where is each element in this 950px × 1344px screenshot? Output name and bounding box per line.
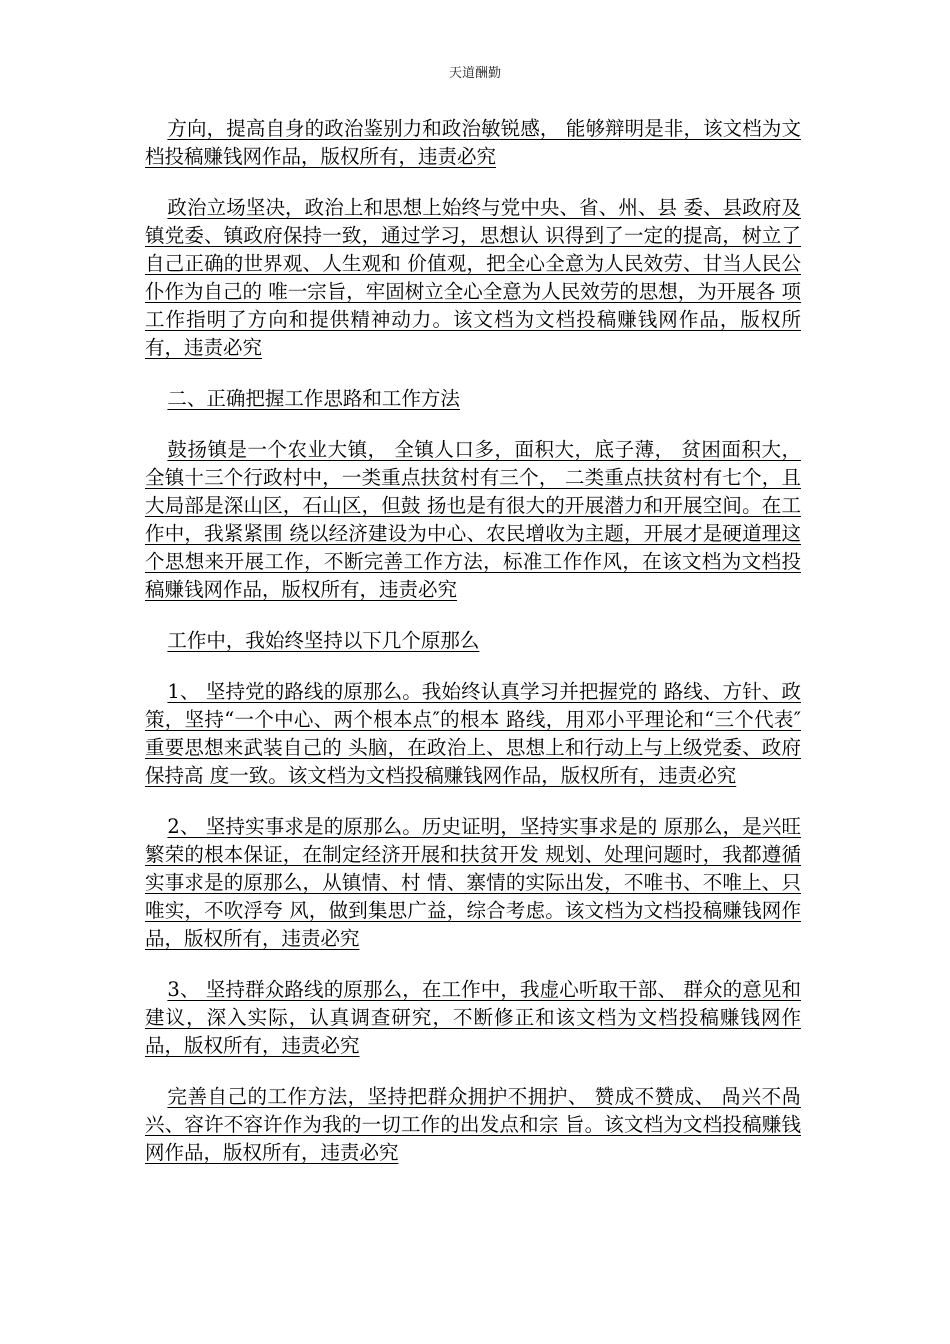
paragraph-3: 鼓扬镇是一个农业大镇， 全镇人口多，面积大，底子薄， 贫困面积大，全镇十三个行政村中，一类重点扶贫村有三个， 二类重点扶贫村有七个，且大局部是深山区，石山区，但鼓 扬也是有很大的开展潜力和开展空间。在工作中，我紧紧围 绕以经济建设为中心、农民增收为主题，开展才是硬道理这 个思想来开展工作，不断完善工作方法，标准工作作风，在该文档为文档投稿赚钱网作品，版权所有，违责必究 (145, 438, 801, 601)
list-item-3: 3、 坚持群众路线的原那么，在工作中，我虚心听取干部、 群众的意见和建议，深入实际，认真调查研究，不断修正和该文档为文档投稿赚钱网作品，版权所有，违责必究 (145, 978, 801, 1057)
list-item-2: 2、 坚持实事求是的原那么。历史证明，坚持实事求是的 原那么，是兴旺繁荣的根本保证，在制定经济开展和扶贫开发 规划、处理问题时，我都遵循实事求是的原那么，从镇情、村 情、寨情的实际出发，不唯书、不唯上、只唯实，不吹浮夸 风，做到集思广益，综合考虑。该文档为文档投稿赚钱网作品，版权所有，违责必究 (145, 815, 801, 950)
paragraph-1: 方向，提高自身的政治鉴别力和政治敏锐感， 能够辩明是非，该文档为文档投稿赚钱网作品，版权所有，违责必究 (145, 117, 801, 168)
paragraph-2: 政治立场坚决，政治上和思想上始终与党中央、省、州、县 委、县政府及镇党委、镇政府保持一致，通过学习，思想认 识得到了一定的提高，树立了自己正确的世界观、人生观和 价值观，把全心全意为人民效劳、甘当人民公仆作为自己的 唯一宗旨，牢固树立全心全意为人民效劳的思想，为开展各 项工作指明了方向和提供精神动力。该文档为文档投稿赚钱网作品，版权所有，违责必究 (145, 196, 801, 359)
document-body (145, 115, 801, 1190)
list-item-1: 1、 坚持党的路线的原那么。我始终认真学习并把握党的 路线、方针、政策，坚持“一个中心、两个根本点″的根本 路线，用邓小平理论和“三个代表″重要思想来武装自己的 头脑，在政治上、思想上和行动上与上级党委、政府保持高 度一致。该文档为文档投稿赚钱网作品，版权所有，违责必究 (145, 680, 801, 787)
paragraph-5: 完善自己的工作方法，坚持把群众拥护不拥护、 赞成不赞成、 咼兴不咼兴、容许不容许作为我的一切工作的出发点和宗 旨。该文档为文档投稿赚钱网作品，版权所有，违责必究 (145, 1085, 801, 1164)
page-header: 天道酬勤 (448, 66, 501, 81)
paragraph-4: 工作中，我始终坚持以下几个原那么 (167, 629, 480, 652)
section-heading: 二、正确把握工作思路和工作方法 (167, 387, 460, 410)
